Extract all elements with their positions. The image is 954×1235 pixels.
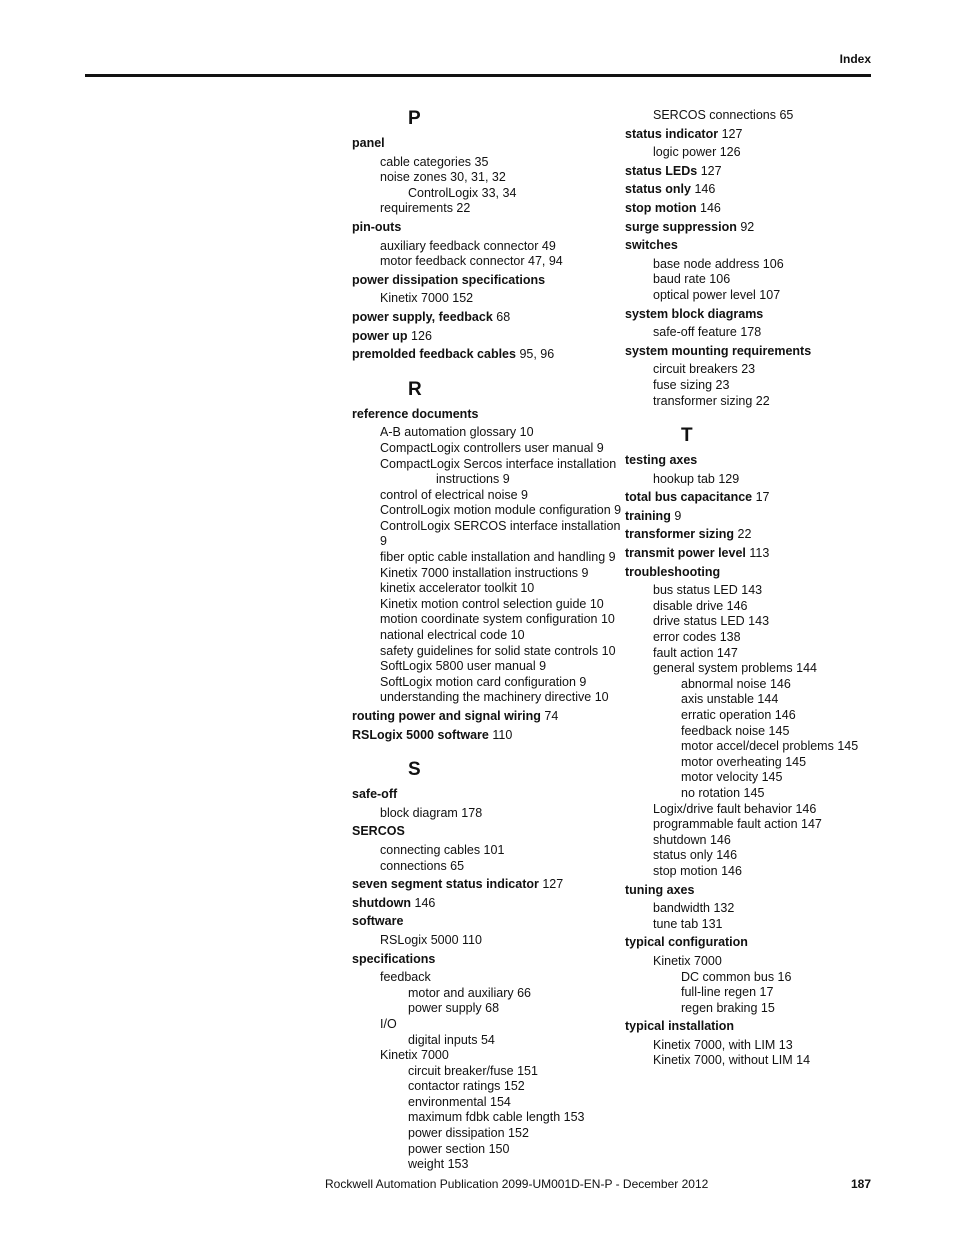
index-term: software: [352, 914, 404, 929]
index-term: typical configuration: [625, 935, 748, 950]
index-subentry: motion coordinate system configuration 10: [380, 612, 615, 627]
index-subentry: motor velocity 145: [681, 770, 783, 785]
index-subentry: hookup tab 129: [653, 471, 740, 486]
index-subentry: circuit breaker/fuse 151: [408, 1063, 538, 1078]
index-subentry: maximum fdbk cable length 153: [408, 1110, 585, 1125]
index-subentry: power supply 68: [408, 1001, 500, 1016]
index-subentry: Logix/drive fault behavior 146: [653, 801, 817, 816]
index-subentry: programmable fault action 147: [653, 817, 822, 832]
index-subentry: Kinetix 7000, without LIM 14: [653, 1053, 811, 1068]
index-term: specifications: [352, 951, 436, 966]
index-term: total bus capacitance: [625, 490, 753, 505]
index-page-ref: 146: [694, 182, 716, 197]
index-subentry: CompactLogix Sercos interface installation: [380, 456, 617, 471]
index-main-entry: [625, 182, 895, 198]
index-subentry: Kinetix 7000: [380, 1048, 449, 1063]
index-main-entry: [352, 407, 622, 423]
page-header-title: Index: [839, 52, 871, 66]
index-subentry: power section 150: [408, 1141, 510, 1156]
index-subentry: feedback: [380, 970, 431, 985]
index-subentry: Kinetix 7000 152: [380, 291, 474, 306]
index-column-left: [352, 108, 622, 1173]
index-subentry: drive status LED 143: [653, 614, 770, 629]
index-term: testing axes: [625, 453, 698, 468]
index-page-ref: 127: [721, 126, 743, 141]
index-subentry: erratic operation 146: [681, 708, 796, 722]
index-subentry: connecting cables 101: [380, 842, 505, 857]
index-term: transmit power level: [625, 546, 746, 561]
index-main-entry: [625, 238, 895, 254]
index-subentry: RSLogix 5000 110: [380, 932, 482, 947]
index-main-entry: [625, 127, 895, 143]
index-subentry: DC common bus 16: [681, 969, 792, 984]
index-page-ref: 127: [700, 163, 722, 178]
index-subentry: base node address 106: [653, 256, 784, 271]
index-term: switches: [625, 238, 678, 253]
index-main-entry: [352, 329, 622, 345]
index-term: stop motion: [625, 200, 697, 215]
index-subentry: Kinetix 7000: [653, 953, 722, 968]
index-main-entry: [352, 728, 622, 744]
index-subentry: safe-off feature 178: [653, 325, 762, 340]
index-subentry: safety guidelines for solid state controls 10: [380, 643, 616, 658]
index-section-letter: P: [408, 108, 421, 129]
index-term: shutdown: [352, 895, 412, 910]
index-subentry: motor accel/decel problems 145: [681, 739, 859, 754]
index-main-entry: [352, 220, 622, 236]
index-main-entry: [352, 824, 622, 840]
index-term: reference documents: [352, 406, 479, 421]
index-page-ref: 95, 96: [519, 347, 555, 362]
index-subentry: general system problems 144: [653, 661, 817, 676]
index-subentry: control of electrical noise 9: [380, 487, 528, 502]
index-subentry: ControlLogix SERCOS interface installation 9: [380, 518, 621, 549]
index-page-ref: 146: [414, 895, 436, 910]
index-term: premolded feedback cables: [352, 347, 516, 362]
index-subentry: Kinetix 7000 installation instructions 9: [380, 565, 589, 580]
index-term: system block diagrams: [625, 306, 764, 321]
index-section-letter: T: [681, 425, 693, 447]
index-term: system mounting requirements: [625, 343, 812, 358]
index-subentry: A-B automation glossary 10: [380, 425, 534, 440]
index-main-entry: [352, 273, 622, 289]
index-subentry: understanding the machinery directive 10: [380, 690, 609, 705]
index-subentry: optical power level 107: [653, 287, 781, 302]
index-subentry: national electrical code 10: [380, 628, 525, 643]
index-subentry: ControlLogix motion module configuration 9: [380, 503, 622, 518]
index-term: transformer sizing: [625, 527, 735, 542]
index-main-entry: [625, 490, 895, 506]
index-page-ref: 9: [674, 508, 682, 523]
index-term: training: [625, 508, 671, 523]
index-main-entry: [625, 935, 895, 951]
index-term: SERCOS: [352, 824, 405, 839]
index-entry-continuation: instructions 9: [436, 472, 510, 487]
index-term: status only: [625, 182, 691, 197]
index-subentry: error codes 138: [653, 630, 741, 645]
index-subentry: SoftLogix 5800 user manual 9: [380, 659, 547, 674]
index-subentry: logic power 126: [653, 145, 741, 160]
index-page-ref: 110: [492, 727, 513, 742]
index-subentry: fuse sizing 23: [653, 377, 730, 392]
index-page-ref: 146: [700, 200, 721, 215]
index-term: surge suppression: [625, 219, 737, 234]
index-main-entry: [352, 877, 622, 893]
index-term: RSLogix 5000 software: [352, 727, 489, 742]
index-subentry: connections 65: [380, 858, 465, 873]
index-page-ref: 92: [740, 219, 755, 234]
index-page-ref: 68: [496, 309, 511, 324]
footer-publication: Rockwell Automation Publication 2099-UM001D-EN-P - December 2012: [325, 1177, 709, 1191]
index-subentry: disable drive 146: [653, 598, 748, 613]
index-subentry: fiber optic cable installation and handling 9: [380, 550, 616, 565]
index-main-entry: [625, 344, 895, 360]
index-subentry: power dissipation 152: [408, 1126, 529, 1141]
index-subentry: circuit breakers 23: [653, 362, 756, 377]
index-main-entry: [625, 164, 895, 180]
index-subentry: motor and auxiliary 66: [408, 985, 531, 1000]
index-subentry: abnormal noise 146: [681, 676, 791, 691]
index-subentry: stop motion 146: [653, 863, 742, 878]
index-term: seven segment status indicator: [352, 877, 539, 892]
index-page-ref: 127: [542, 877, 564, 892]
index-subentry: no rotation 145: [681, 785, 765, 800]
footer-page-number: 187: [850, 1177, 871, 1191]
index-main-entry: [625, 527, 895, 543]
index-main-entry: [352, 787, 622, 803]
index-subentry: kinetix accelerator toolkit 10: [380, 581, 535, 596]
index-subentry: bandwidth 132: [653, 901, 735, 916]
index-subentry: bus status LED 143: [653, 583, 763, 598]
index-subentry: baud rate 106: [653, 272, 731, 287]
index-subentry: SERCOS connections 65: [653, 108, 794, 122]
index-column-right: [625, 108, 895, 1069]
index-main-entry: [625, 220, 895, 236]
index-subentry: CompactLogix controllers user manual 9: [380, 440, 604, 455]
index-subentry: auxiliary feedback connector 49: [380, 238, 556, 253]
index-subentry: Kinetix motion control selection guide 10: [380, 596, 604, 611]
index-term: safe-off: [352, 787, 398, 802]
index-subentry: Kinetix 7000, with LIM 13: [653, 1037, 793, 1052]
index-term: status LEDs: [625, 163, 698, 178]
index-main-entry: [625, 565, 895, 581]
index-main-entry: [625, 201, 895, 217]
index-subentry: requirements 22: [380, 201, 471, 216]
index-subentry: contactor ratings 152: [408, 1079, 525, 1094]
index-term: power up: [352, 328, 408, 343]
index-main-entry: [625, 509, 895, 525]
index-subentry: SoftLogix motion card configuration 9: [380, 674, 587, 689]
index-term: routing power and signal wiring: [352, 709, 541, 723]
index-subentry: tune tab 131: [653, 916, 723, 931]
index-subentry: block diagram 178: [380, 805, 483, 820]
index-main-entry: [352, 136, 622, 152]
index-subentry: status only 146: [653, 848, 738, 863]
index-subentry: shutdown 146: [653, 832, 731, 847]
index-subentry: digital inputs 54: [408, 1032, 495, 1047]
index-term: panel: [352, 136, 385, 150]
index-term: tuning axes: [625, 882, 695, 897]
index-main-entry: [625, 883, 895, 899]
index-main-entry: [352, 914, 622, 930]
index-term: pin-outs: [352, 219, 402, 234]
index-main-entry: [352, 896, 622, 912]
index-term: troubleshooting: [625, 564, 721, 579]
index-main-entry: [352, 709, 622, 725]
index-term: power dissipation specifications: [352, 272, 546, 287]
index-section-letter: S: [408, 759, 421, 781]
index-subentry: cable categories 35: [380, 154, 489, 169]
header-rule: [85, 74, 871, 77]
index-main-entry: [352, 952, 622, 968]
index-subentry: weight 153: [408, 1157, 469, 1172]
index-section-letter: R: [408, 378, 422, 400]
index-subentry: feedback noise 145: [681, 723, 790, 738]
index-subentry: transformer sizing 22: [653, 393, 770, 408]
index-term: typical installation: [625, 1019, 735, 1034]
index-page-ref: 17: [755, 490, 770, 505]
index-subentry: ControlLogix 33, 34: [408, 185, 517, 200]
index-subentry: environmental 154: [408, 1094, 511, 1109]
index-subentry: motor overheating 145: [681, 754, 807, 769]
index-main-entry: [625, 453, 895, 469]
index-term: status indicator: [625, 126, 719, 141]
index-subentry: regen braking 15: [681, 1000, 775, 1015]
index-page-ref: 22: [737, 527, 752, 542]
index-main-entry: [625, 546, 895, 562]
index-main-entry: [352, 347, 622, 363]
index-main-entry: [352, 310, 622, 326]
index-subentry: axis unstable 144: [681, 692, 779, 707]
index-subentry: full-line regen 17: [681, 985, 774, 1000]
index-subentry: motor feedback connector 47, 94: [380, 254, 563, 269]
index-subentry: I/O: [380, 1016, 397, 1031]
index-main-entry: [625, 1019, 895, 1035]
index-page-ref: 113: [749, 546, 770, 561]
index-term: power supply, feedback: [352, 309, 493, 324]
index-subentry: fault action 147: [653, 645, 738, 660]
index-page-ref: 74: [544, 709, 559, 723]
index-main-entry: [625, 307, 895, 323]
index-page-ref: 126: [411, 328, 432, 343]
index-subentry: noise zones 30, 31, 32: [380, 170, 506, 185]
